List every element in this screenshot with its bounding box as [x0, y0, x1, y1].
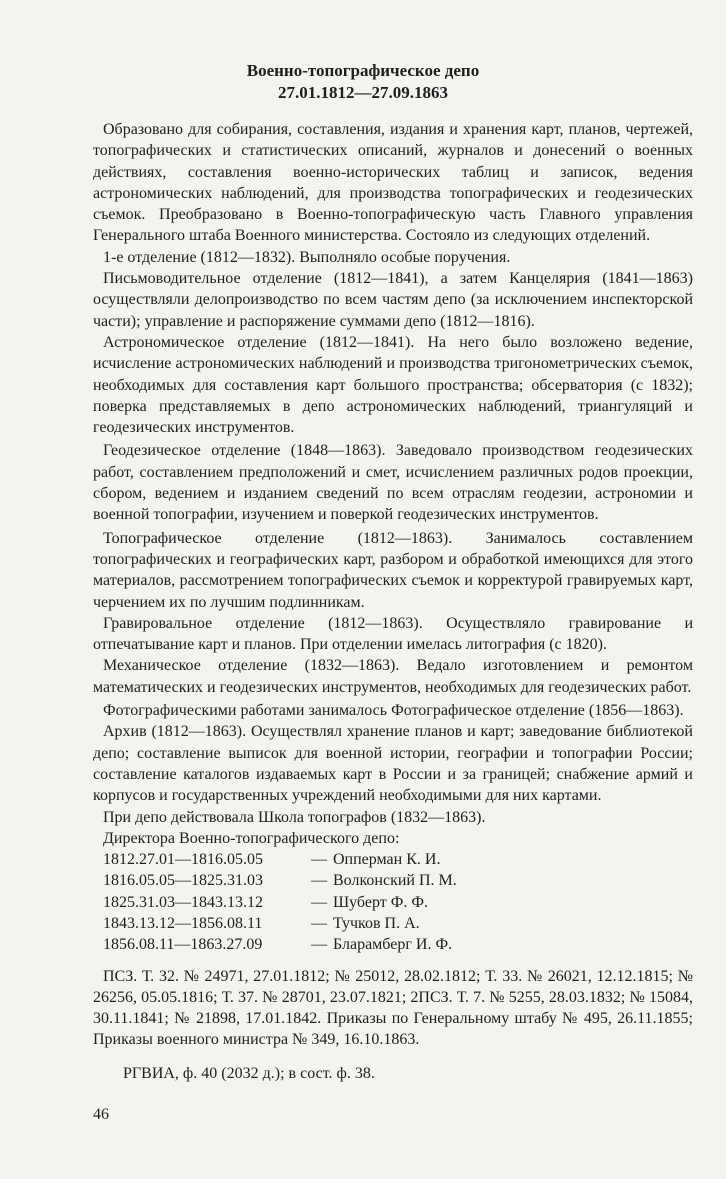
director-row	[103, 934, 693, 955]
paragraph-dept-photo: Фотографическими работами занималось Фотографическое отделение (1856—1863).	[103, 702, 684, 720]
director-name: Тучков П. А.	[333, 914, 420, 932]
director-dash: —	[311, 893, 327, 911]
director-name: Бларамберг И. Ф.	[333, 936, 453, 954]
page-title	[0, 60, 726, 104]
director-dates: 1843.13.12—1856.08.11	[103, 914, 263, 932]
paragraph-school: При депо действовала Школа топографов (1832—1863).	[103, 808, 486, 826]
paragraph-dept-office: Письмоводительное отделение (1812—1841), а затем Канцелярия (1841—1863) осуществляли делопроизводство по всем частям депо (за исключением инспекторской части); управление и распоряжение суммами депо (1812—1816).	[93, 270, 693, 330]
director-dates: 1812.27.01—1816.05.05	[103, 851, 263, 869]
director-dash: —	[311, 851, 327, 869]
paragraph-dept-mechanical: Механическое отделение (1832—1863). Ведало изготовлением и ремонтом математических и геодезических инструментов, необходимых для геодезических работ.	[93, 657, 693, 696]
director-dates: 1856.08.11—1863.27.09	[103, 936, 263, 954]
paragraph-intro: Образовано для собирания, составления, издания и хранения карт, планов, чертежей, топографических и статистических описаний, журналов и донесений о военных действиях, составления военно-исторических таблиц и записок, ведения астрономических наблюдений, для производства топографических и геодезических съемок. Преобразовано в Военно-топографическую часть Главного управления Генерального штаба Военного министерства. Состояло из следующих отделений.	[93, 121, 693, 245]
director-row	[103, 849, 693, 870]
director-name: Волконский П. М.	[333, 872, 457, 890]
paragraph-dept-1: 1-е отделение (1812—1832). Выполняло особые поручения.	[103, 248, 511, 266]
paragraph-dept-astronomy: Астрономическое отделение (1812—1841). На него было возложено ведение, исчисление астрономических наблюдений и производства тригонометрических съемок, необходимых для составления карт большого пространства; обсерватория (с 1832); поверка представляемых в депо астрономических наблюдений, триангуляций и геодезических инструментов.	[93, 333, 693, 437]
body-text	[93, 119, 693, 1084]
title-line-1: Военно-топографическое депо	[246, 61, 480, 80]
director-row	[103, 870, 693, 891]
director-row	[103, 892, 693, 913]
paragraph-dept-geodesy: Геодезическое отделение (1848—1863). Заведовало производством геодезических работ, составлением предположений и смет, исчислением различных родов проекции, сбором, ведением и изданием сведений по всем отраслям геодезии, астрономии и военной топографии, изучением и поверкой геодезических инструментов.	[93, 442, 693, 524]
director-dates: 1825.31.03—1843.13.12	[103, 893, 263, 911]
paragraph-dept-topography: Топографическое отделение (1812—1863). Занималось составлением топографических и географических карт, разбором и обработкой имеющихся для этого материалов, рассмотрением топографических съемок и корректурой гравируемых карт, черчением их по лучшим подлинникам.	[93, 529, 693, 611]
title-line-2: 27.01.1812—27.09.1863	[278, 83, 448, 102]
director-dash: —	[311, 872, 327, 890]
paragraph-directors-heading: Директора Военно-топографического депо:	[103, 829, 400, 847]
directors-list	[93, 849, 693, 955]
director-name: Опперман К. И.	[333, 851, 441, 869]
page-number: 46	[93, 1106, 109, 1123]
director-name: Шуберт Ф. Ф.	[333, 893, 429, 911]
director-dash: —	[311, 936, 327, 954]
sources-references: ПСЗ. Т. 32. № 24971, 27.01.1812; № 25012, 28.02.1812; Т. 33. № 26021, 12.12.1815; № 26256, 05.05.1816; Т. 37. № 28701, 23.07.1821; 2ПСЗ. Т. 7. № 5255, 28.03.1832; № 15084, 30.11.1841; № 21898, 17.01.1842. Приказы по Генеральному штабу № 495, 26.11.1855; Приказы военного министра № 349, 16.10.1863.	[93, 967, 693, 1049]
paragraph-archive: Архив (1812—1863). Осуществлял хранение планов и карт; заведование библиотекой депо; составление выписок для военной истории, географии и топографии России; составление каталогов издаваемых карт в России и за границей; снабжение армий и корпусов и государственных учреждений необходимыми для них картами.	[93, 723, 693, 805]
director-dash: —	[311, 914, 327, 932]
director-row	[103, 913, 693, 934]
archive-reference: РГВИА, ф. 40 (2032 д.); в сост. ф. 38.	[123, 1064, 375, 1082]
paragraph-dept-engraving: Гравировальное отделение (1812—1863). Осуществляло гравирование и отпечатывание карт и планов. При отделении имелась литография (с 1820).	[93, 614, 693, 654]
director-dates: 1816.05.05—1825.31.03	[103, 872, 263, 890]
